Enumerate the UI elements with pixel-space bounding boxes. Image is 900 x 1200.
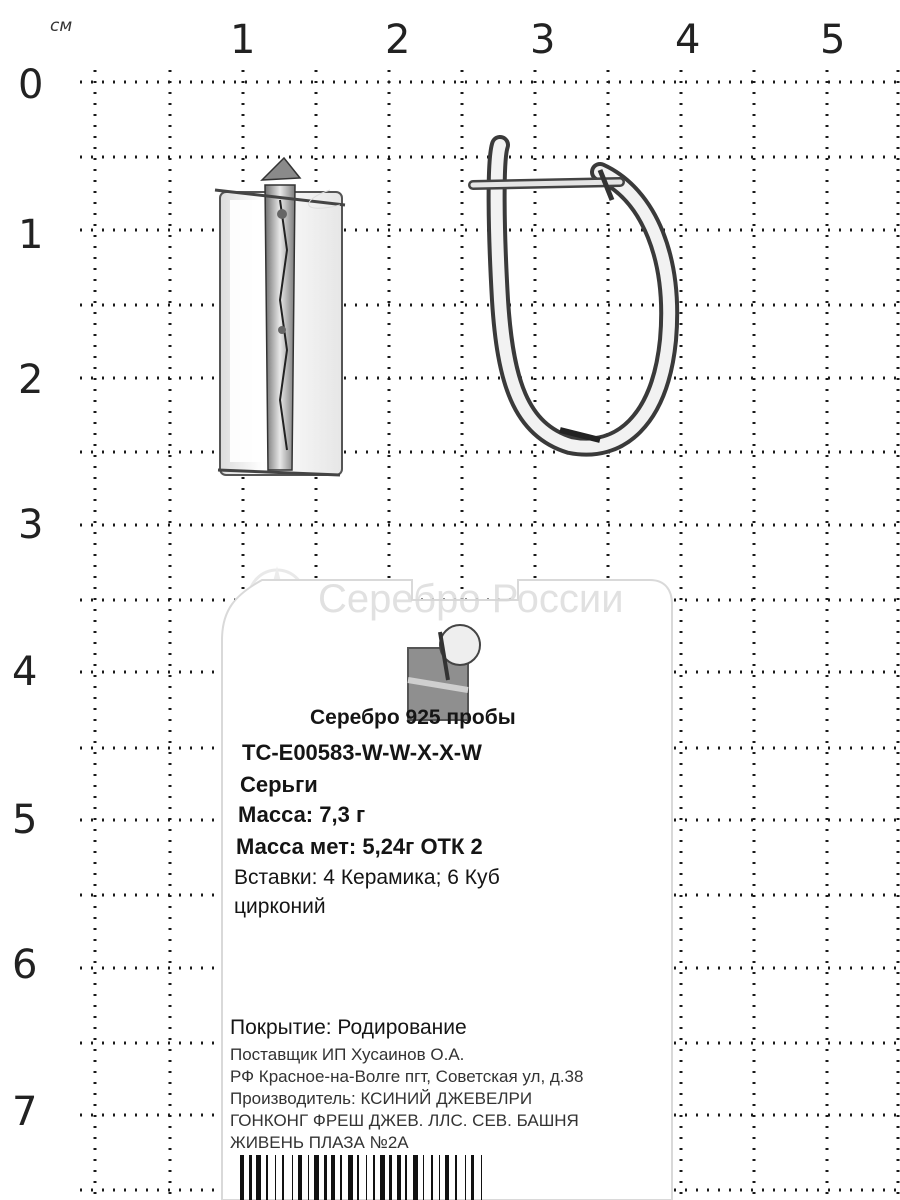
barcode-bar xyxy=(324,1155,327,1200)
earring-side-view xyxy=(473,145,669,447)
tag-supplier-address: РФ Красное-на-Волге пгт, Советская ул, д.38 xyxy=(230,1067,584,1086)
tag-metal-mass: Масса мет: 5,24г ОТК 2 xyxy=(236,834,483,859)
y-tick-3: 3 xyxy=(18,502,44,548)
barcode-bar xyxy=(481,1155,482,1200)
tag-coating: Покрытие: Родирование xyxy=(230,1016,467,1039)
barcode-bar xyxy=(249,1155,252,1200)
x-tick-2: 2 xyxy=(385,17,411,63)
barcode-bar xyxy=(298,1155,302,1200)
barcode-bar xyxy=(445,1155,449,1200)
barcode-bar xyxy=(282,1155,284,1200)
tag-inserts-line2: цирконий xyxy=(234,895,326,918)
tag-mass: Масса: 7,3 г xyxy=(238,802,366,827)
barcode-bar xyxy=(373,1155,375,1200)
y-tick-5: 5 xyxy=(12,797,38,843)
watermark-text: Серебро России xyxy=(318,577,624,621)
barcode-bar xyxy=(308,1155,309,1200)
x-tick-5: 5 xyxy=(820,17,846,63)
barcode-bar xyxy=(413,1155,418,1200)
barcode-bar xyxy=(431,1155,433,1200)
barcode-bar xyxy=(389,1155,392,1200)
barcode-bar xyxy=(348,1155,353,1200)
tag-supplier-name: Поставщик ИП Хусаинов О.А. xyxy=(230,1045,465,1064)
barcode-bar xyxy=(340,1155,342,1200)
barcode-bar xyxy=(331,1155,335,1200)
y-tick-0: 0 xyxy=(18,62,44,108)
barcode-bar xyxy=(256,1155,261,1200)
earring-front-view xyxy=(215,158,345,475)
y-tick-4: 4 xyxy=(12,649,38,695)
tag-manufacturer-line3: ЖИВЕНЬ ПЛАЗА №2А xyxy=(230,1133,409,1152)
barcode-bar xyxy=(405,1155,407,1200)
tag-product: Серьги xyxy=(240,772,318,797)
x-tick-3: 3 xyxy=(530,17,556,63)
x-tick-1: 1 xyxy=(230,17,256,63)
barcode-bar xyxy=(266,1155,268,1200)
barcode-bar xyxy=(366,1155,367,1200)
barcode-bar xyxy=(275,1155,276,1200)
barcode-bar xyxy=(397,1155,401,1200)
barcode-bar xyxy=(357,1155,359,1200)
ruler-unit-label: см xyxy=(50,16,73,36)
y-tick-2: 2 xyxy=(18,357,44,403)
y-tick-1: 1 xyxy=(18,212,44,258)
x-tick-4: 4 xyxy=(675,17,701,63)
barcode-bar xyxy=(423,1155,424,1200)
tag-manufacturer-line1: Производитель: КСИНИЙ ДЖЕВЕЛРИ xyxy=(230,1089,533,1108)
tag-line-silver: Серебро 925 пробы xyxy=(310,706,516,729)
barcode-bar xyxy=(292,1155,293,1200)
tag-article: TC-E00583-W-W-X-X-W xyxy=(242,740,482,765)
y-tick-6: 6 xyxy=(12,942,38,988)
tag-inserts-line1: Вставки: 4 Керамика; 6 Куб xyxy=(234,866,500,889)
barcode-bar xyxy=(380,1155,385,1200)
barcode-bar xyxy=(471,1155,474,1200)
barcode-bar xyxy=(465,1155,466,1200)
barcode-bar xyxy=(439,1155,440,1200)
barcode-bar xyxy=(455,1155,457,1200)
barcode-bar xyxy=(240,1155,244,1200)
y-tick-7: 7 xyxy=(12,1089,38,1135)
tag-manufacturer-line2: ГОНКОНГ ФРЕШ ДЖЕВ. ЛЛС. СЕВ. БАШНЯ xyxy=(230,1111,579,1130)
barcode-bar xyxy=(314,1155,319,1200)
